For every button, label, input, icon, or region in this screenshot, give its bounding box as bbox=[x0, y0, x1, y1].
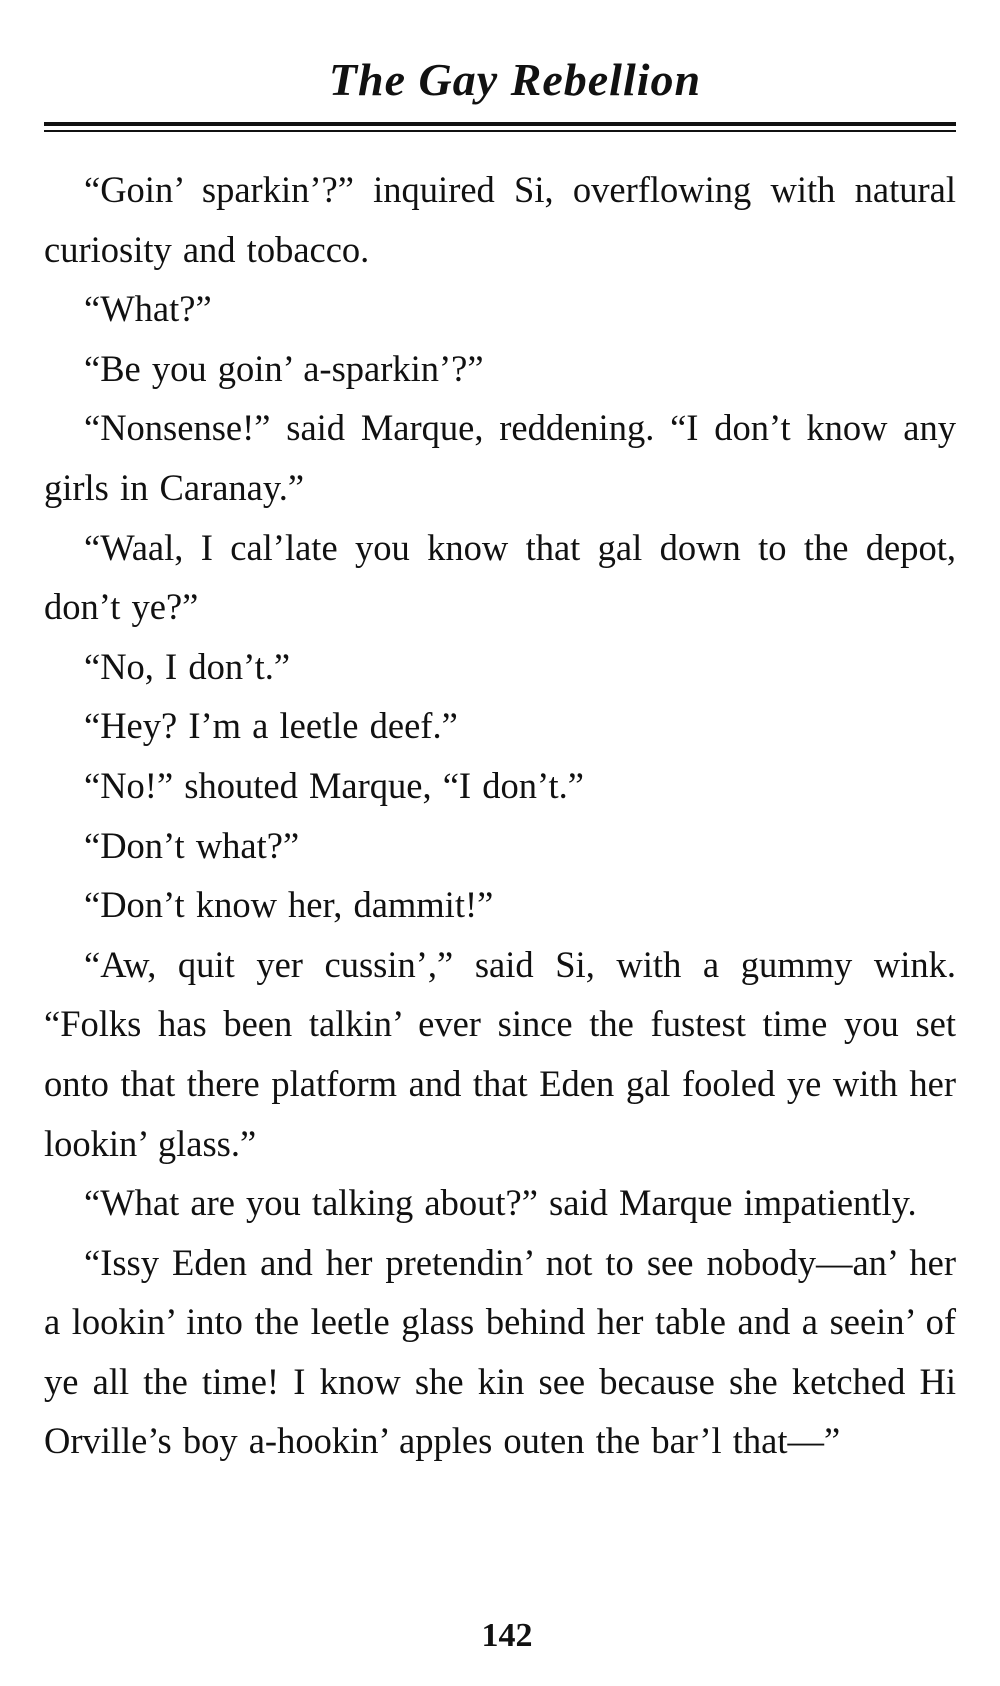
running-head-title: The Gay Rebellion bbox=[328, 54, 702, 105]
book-page bbox=[44, 0, 956, 1686]
header-rule-thick bbox=[44, 122, 956, 126]
paragraph: “What?” bbox=[84, 288, 212, 330]
page-number: 142 bbox=[481, 1617, 533, 1654]
paragraph: “Nonsense!” said Marque, reddening. “I don’t know any girls in Caranay.” bbox=[44, 407, 956, 508]
paragraph: “Waal, I cal’late you know that gal down to the depot, don’t ye?” bbox=[44, 526, 956, 628]
paragraph: “Hey? I’m a leetle deef.” bbox=[84, 705, 458, 747]
paragraph: “No, I don’t.” bbox=[84, 645, 291, 687]
paragraph: “Aw, quit yer cussin’,” said Si, with a gummy wink. “Folks has been talkin’ ever since the fustest time you set onto that there platform and that Eden gal fooled ye with her lookin’ glass.” bbox=[44, 943, 956, 1164]
paragraph: “Goin’ sparkin’?” inquired Si, overflowing with natural curiosity and tobacco. bbox=[44, 169, 956, 270]
paragraph: “Be you goin’ a-sparkin’?” bbox=[84, 347, 484, 389]
body-text bbox=[44, 160, 956, 1471]
paragraph: “Issy Eden and her pretendin’ not to see nobody—an’ her a lookin’ into the leetle glass behind her table and a seein’ of ye all the time! I know she kin see because she ketched Hi Orville’s boy a-hookin’ apples outen the bar’l that—” bbox=[44, 1241, 956, 1462]
paragraph: “Don’t know her, dammit!” bbox=[84, 884, 494, 926]
header-rule-thin bbox=[44, 130, 956, 132]
paragraph: “Don’t what?” bbox=[84, 824, 300, 866]
paragraph: “What are you talking about?” said Marque impatiently. bbox=[84, 1182, 917, 1224]
paragraph: “No!” shouted Marque, “I don’t.” bbox=[84, 764, 584, 806]
